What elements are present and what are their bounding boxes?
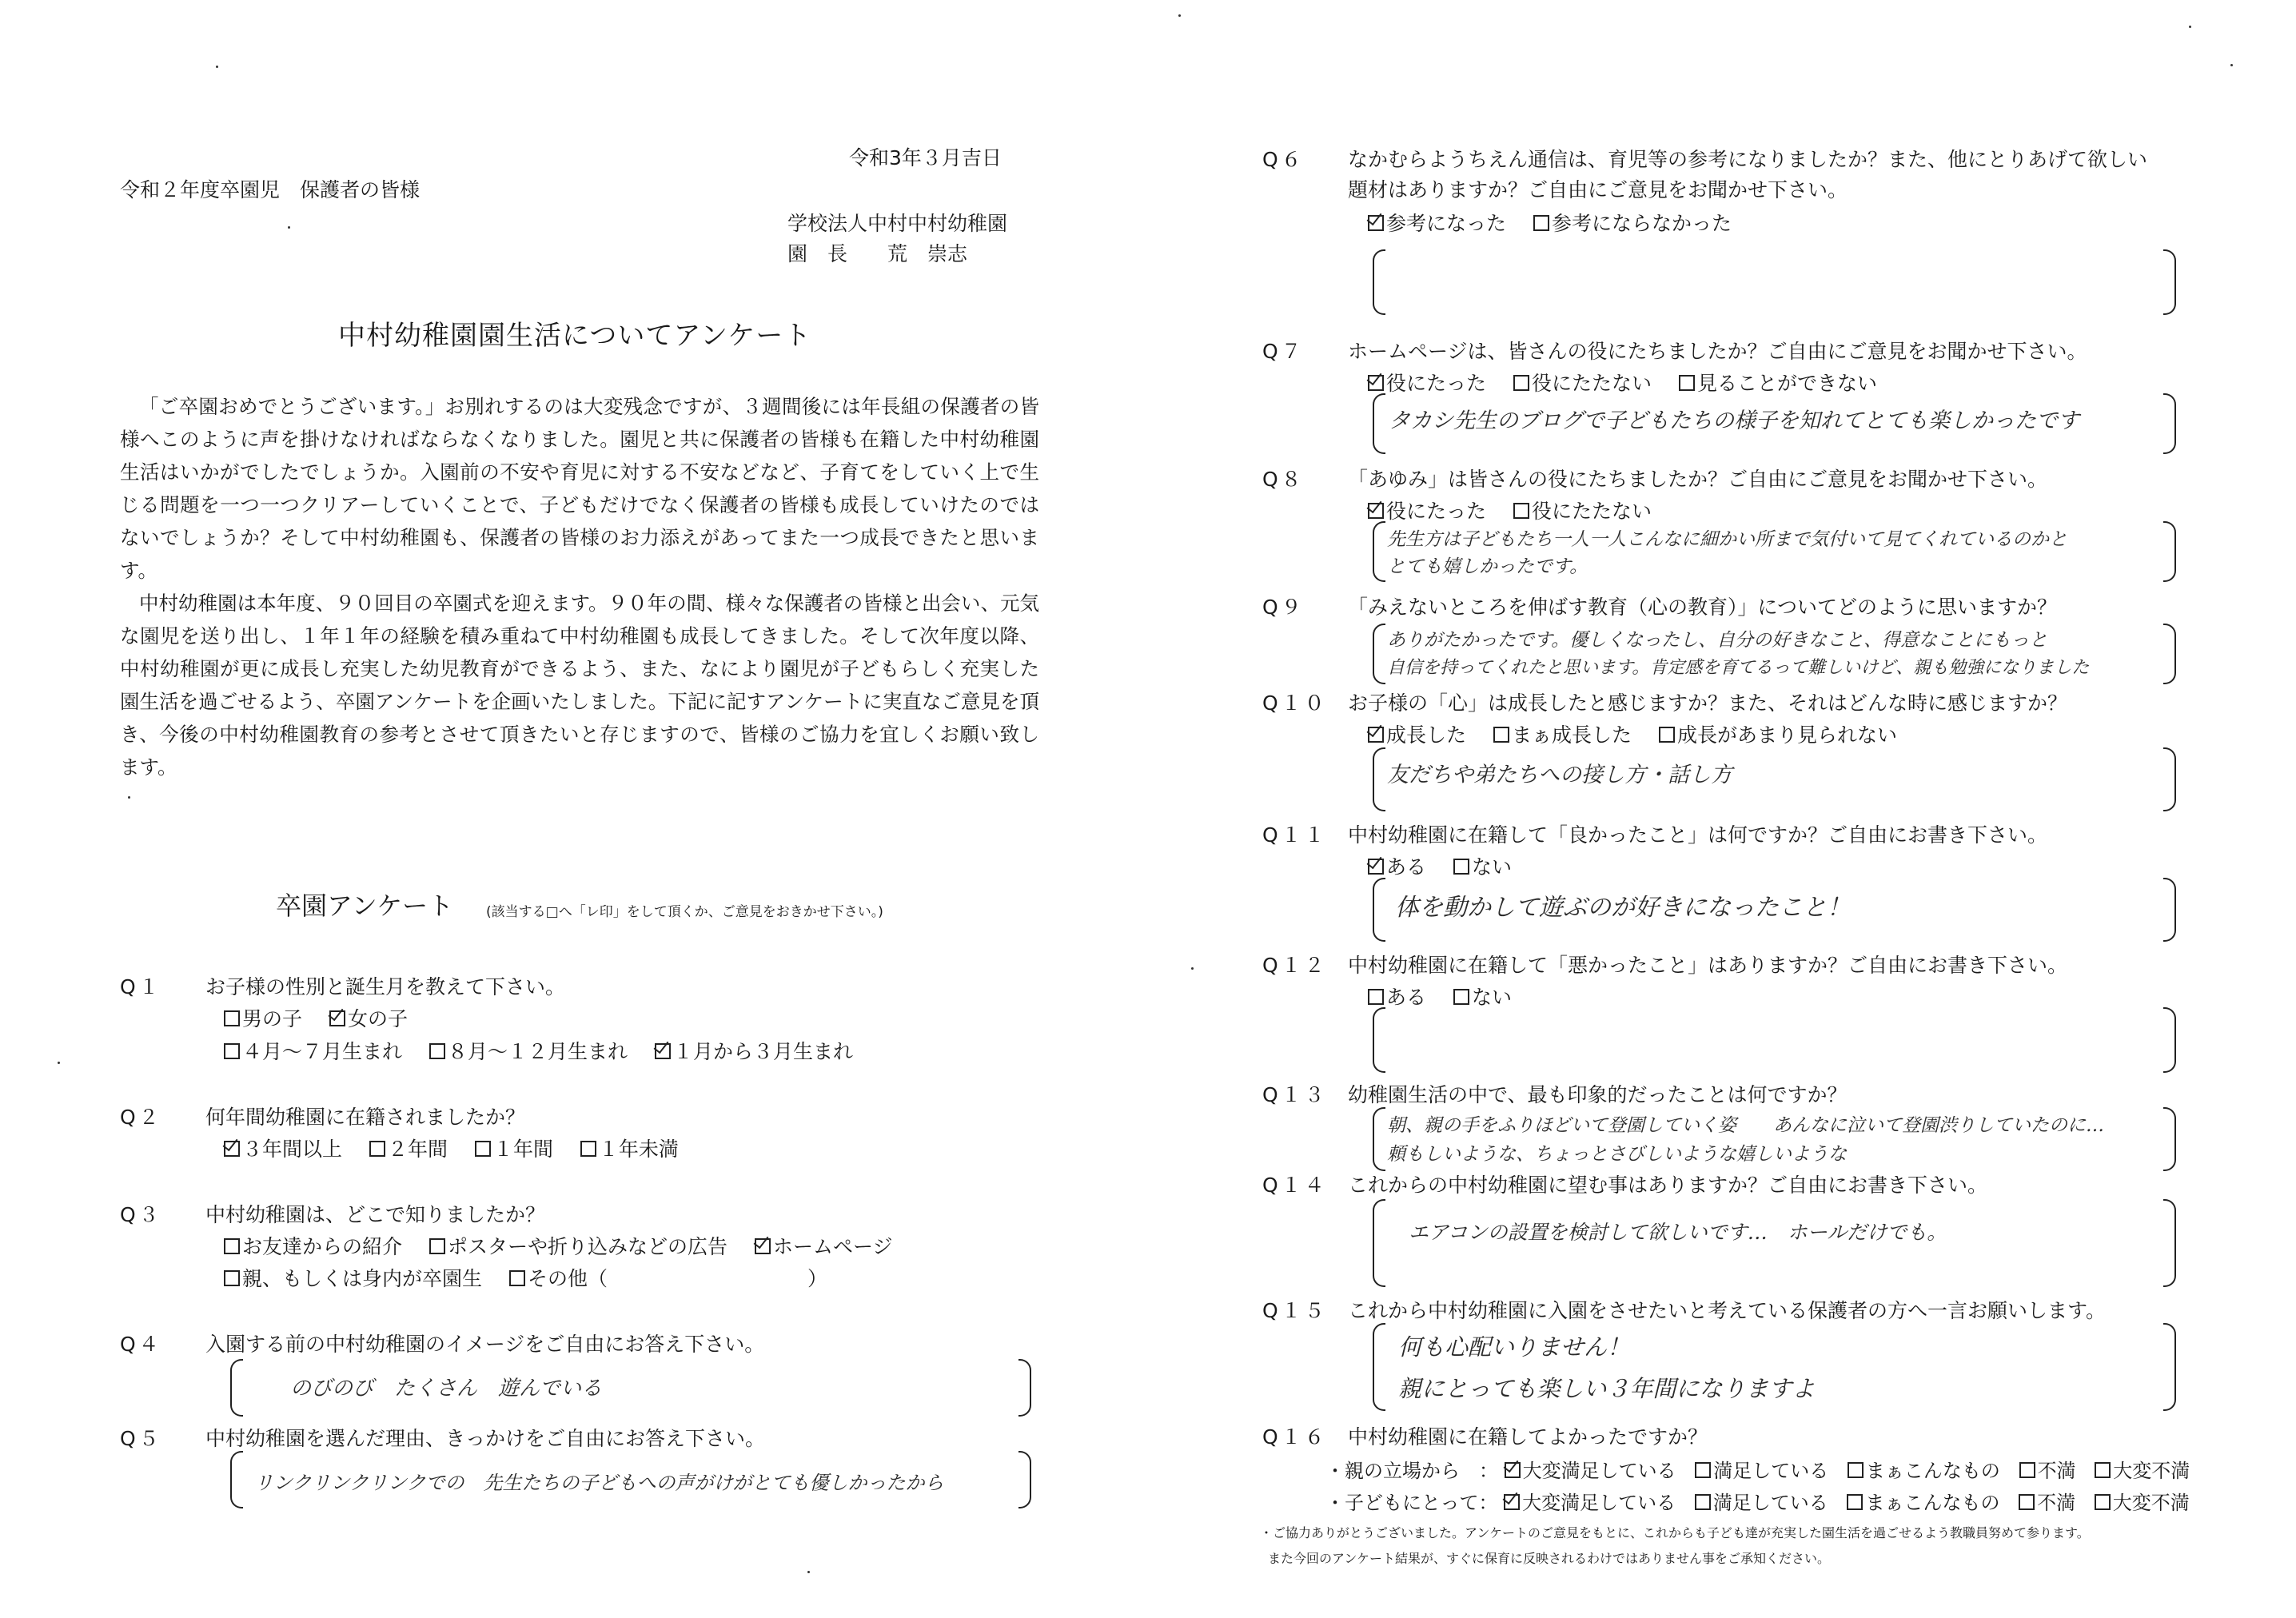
- right-page: [1148, 0, 2296, 1618]
- intro-paragraph-2: 中村幼稚園は本年度、９０回目の卒園式を迎えます。９０年の間、様々な保護者の皆様と出会い、元気な園児を送り出し、１年１年の経験を積み重ねて中村幼稚園も成長してきました。そして次年度以降、中村幼稚園が更に成長し充実した幼児教育ができるよう、また、なにより園児が子どもらしく充実した園生活を過ごせるよう、卒園アンケートを企画いたしました。下記に記すアンケートに実直なご意見を頂き、今後の中村幼稚園教育の参考とさせて頂きたいと存じますので、皆様のご協力を宜しくお願い致します。: [120, 592, 1039, 779]
- q13-number: Q１３: [1262, 1083, 1328, 1106]
- q11-number: Q１１: [1262, 823, 1328, 847]
- q4-handwritten-answer: のびのび たくさん 遊んでいる: [290, 1377, 603, 1401]
- row-label: ・子どもにとって：: [1325, 1492, 1498, 1514]
- checkbox-checked[interactable]: [755, 1238, 771, 1254]
- q14-number: Q１４: [1262, 1174, 1328, 1197]
- checkbox-checked[interactable]: [1368, 215, 1384, 231]
- option-useful[interactable]: [1368, 496, 1486, 524]
- footer-note-2: また今回のアンケート結果が、すぐに保育に反映されるわけではありません事をご承知ください。: [1268, 1551, 1831, 1566]
- checkbox[interactable]: [1493, 727, 1509, 743]
- option-yes[interactable]: [1368, 982, 1426, 1010]
- q14-answer-box[interactable]: [1373, 1199, 2176, 1287]
- option-label: 満足している: [1712, 1492, 1828, 1514]
- option-no[interactable]: [1453, 851, 1512, 880]
- checkbox[interactable]: [429, 1043, 445, 1059]
- option-label: まぁこんなもの: [1865, 1492, 2000, 1514]
- option-not-useful[interactable]: [1513, 368, 1652, 397]
- q3-question: 中村幼稚園は、どこで知りましたか？: [205, 1203, 546, 1226]
- option-yes[interactable]: [1368, 851, 1426, 880]
- option-2years[interactable]: [369, 1134, 448, 1162]
- checkbox[interactable]: [429, 1238, 445, 1254]
- option-label: １月から３月生まれ: [672, 1040, 853, 1063]
- q6-answer-box[interactable]: [1373, 249, 2176, 315]
- option-label: ４月～７月生まれ: [242, 1040, 403, 1063]
- q13-question: 幼稚園生活の中で、最も印象的だったことは何ですか？: [1348, 1083, 1848, 1106]
- checkbox[interactable]: [1533, 215, 1549, 231]
- checkbox[interactable]: [2095, 1462, 2111, 1478]
- option-so-so[interactable]: [1848, 1455, 2000, 1483]
- q7-answer-box[interactable]: [1373, 393, 2176, 454]
- option-label: ある: [1386, 986, 1427, 1009]
- option-very-satisfied[interactable]: [1505, 1455, 1676, 1483]
- q8-question: 「あゆみ」は皆さんの役にたちましたか？ご自由にご意見をお聞かせ下さい。: [1348, 468, 2048, 491]
- q9-handwritten-answer-line2: 自信を持ってくれたと思います。肯定感を育てるって難しいけど、親も勉強になりました: [1387, 658, 2090, 678]
- checkbox-checked[interactable]: [655, 1043, 671, 1059]
- option-label: ８月～１２月生まれ: [447, 1040, 628, 1063]
- option-boy[interactable]: [224, 1003, 302, 1032]
- survey-title: 卒園アンケート: [276, 891, 454, 921]
- q3-number: Q３: [120, 1203, 162, 1226]
- q1-month-options: [224, 1036, 874, 1065]
- q8-options: [1368, 496, 1672, 524]
- option-friend[interactable]: [224, 1231, 402, 1260]
- q12-question: 中村幼稚園に在籍して「悪かったこと」はありますか？ご自由にお書き下さい。: [1348, 954, 2068, 977]
- q12-options: [1368, 982, 1533, 1010]
- q15-handwritten-answer-line1: 何も心配いりません！: [1398, 1333, 1631, 1361]
- checkbox[interactable]: [475, 1141, 491, 1157]
- q3-options-row2: [224, 1263, 848, 1292]
- q7-handwritten-answer: タカシ先生のブログで子どもたちの様子を知れてとても楽しかったです: [1389, 408, 2079, 433]
- option-grown[interactable]: [1368, 719, 1466, 748]
- q16-parent-row: [1325, 1455, 2190, 1483]
- option-label: ある: [1386, 855, 1427, 879]
- q15-answer-box[interactable]: [1373, 1323, 2176, 1411]
- q8-handwritten-answer-line2: とても嬉しかったです。: [1387, 556, 1588, 577]
- option-label: 見ることができない: [1696, 372, 1877, 395]
- q5-number: Q５: [120, 1427, 162, 1450]
- q5-question: 中村幼稚園を選んだ理由、きっかけをご自由にお答え下さい。: [205, 1427, 766, 1450]
- q8-number: Q８: [1262, 468, 1305, 491]
- checkbox-checked[interactable]: [1368, 727, 1384, 743]
- option-satisfied[interactable]: [1695, 1455, 1828, 1483]
- checkbox-checked[interactable]: [1505, 1462, 1521, 1478]
- q4-number: Q４: [120, 1333, 162, 1356]
- q4-question: 入園する前の中村幼稚園のイメージをご自由にお答え下さい。: [205, 1333, 765, 1356]
- option-very-dissatisfied[interactable]: [2095, 1455, 2190, 1483]
- q7-number: Q７: [1262, 340, 1305, 363]
- q15-handwritten-answer-line2: 親にとっても楽しい３年間になりますよ: [1398, 1375, 1816, 1402]
- q1-question: お子様の性別と誕生月を教えて下さい。: [205, 975, 566, 998]
- option-label: ３年間以上: [242, 1138, 343, 1161]
- option-1year[interactable]: [475, 1134, 553, 1162]
- checkbox[interactable]: [2019, 1462, 2035, 1478]
- organization-name: 学校法人中村中村幼稚園: [787, 212, 1008, 235]
- option-label: ない: [1471, 986, 1512, 1009]
- q9-number: Q９: [1262, 596, 1305, 619]
- q10-question: お子様の「心」は成長したと感じますか？また、それはどんな時に感じますか？: [1348, 691, 2068, 715]
- q2-options: [224, 1134, 700, 1162]
- checkbox[interactable]: [1368, 989, 1384, 1005]
- option-label: 成長した: [1386, 723, 1467, 747]
- checkbox[interactable]: [1848, 1462, 1864, 1478]
- recipient-line: 令和２年度卒園児 保護者の皆様: [120, 178, 421, 201]
- q13-answer-box[interactable]: [1373, 1107, 2176, 1171]
- checkbox-checked[interactable]: [1368, 375, 1384, 391]
- q10-answer-box[interactable]: [1373, 747, 2176, 811]
- checkbox[interactable]: [369, 1141, 385, 1157]
- option-label: ポスターや折り込みなどの広告: [447, 1235, 727, 1258]
- checkbox[interactable]: [224, 1043, 240, 1059]
- option-helpful[interactable]: [1368, 208, 1506, 237]
- option-under1year[interactable]: [580, 1134, 679, 1162]
- option-label: 大変不満: [2112, 1492, 2190, 1514]
- q14-question: これからの中村幼稚園に望む事はありますか？ご自由にお書き下さい。: [1348, 1174, 1988, 1197]
- q6-question-line1: なかむらようちえん通信は、育児等の参考になりましたか？また、他にとりあげて欲しい: [1348, 148, 2148, 171]
- checkbox[interactable]: [1513, 503, 1529, 519]
- checkbox[interactable]: [1695, 1462, 1711, 1478]
- q11-options: [1368, 851, 1533, 880]
- checkbox-checked[interactable]: [1504, 1494, 1520, 1510]
- q10-number: Q１０: [1262, 691, 1328, 715]
- q9-handwritten-answer-line1: ありがたかったです。優しくなったし、自分の好きなこと、得意なことにもっと: [1387, 630, 2048, 651]
- intro-paragraph-1: 「ご卒園おめでとうございます。」お別れするのは大変残念ですが、３週間後には年長組の保護者の皆様へこのように声を掛けなければならなくなりました。園児と共に保護者の皆様も在籍した中村幼稚園生活はいかがでしたでしょうか。入園前の不安や育児に対する不安などなど、子育てをしていく上で生じる問題を一つ一つクリアーしていくことで、子どもだけでなく保護者の皆様も成長していけたのではないでしょうか？そして中村幼稚園も、保護者の皆様のお力添えがあってまた一つ成長できたと思います。: [120, 395, 1039, 582]
- option-cannot-view[interactable]: [1679, 368, 1877, 397]
- q10-handwritten-answer: 友だちや弟たちへの接し方・話し方: [1387, 763, 1732, 787]
- checkbox[interactable]: [224, 1010, 240, 1026]
- q1-number: Q１: [120, 975, 162, 998]
- q10-options: [1368, 719, 1918, 748]
- option-satisfied[interactable]: [1695, 1487, 1828, 1515]
- checkbox[interactable]: [2019, 1494, 2035, 1510]
- option-jan-mar[interactable]: [655, 1036, 853, 1065]
- checkbox-checked[interactable]: [224, 1141, 240, 1157]
- option-homepage[interactable]: [755, 1231, 893, 1260]
- q12-answer-box[interactable]: [1373, 1007, 2176, 1073]
- q16-number: Q１６: [1262, 1425, 1328, 1449]
- q5-answer-box[interactable]: [230, 1451, 1031, 1508]
- option-no[interactable]: [1453, 982, 1512, 1010]
- q11-question: 中村幼稚園に在籍して「良かったこと」は何ですか？ご自由にお書き下さい。: [1348, 823, 2048, 847]
- checkbox[interactable]: [1513, 375, 1529, 391]
- q11-handwritten-answer: 体を動かして遊ぶのが好きになったこと！: [1395, 894, 1851, 922]
- q6-question-line2: 題材はありますか？ご自由にご意見をお聞かせ下さい。: [1348, 178, 1848, 201]
- option-label: 役にたった: [1386, 372, 1487, 395]
- q7-question: ホームページは、皆さんの役にたちましたか？ご自由にご意見をお聞かせ下さい。: [1348, 340, 2087, 363]
- checkbox[interactable]: [224, 1270, 240, 1286]
- checkbox[interactable]: [1659, 727, 1675, 743]
- option-poster[interactable]: [429, 1231, 727, 1260]
- q11-answer-box[interactable]: [1373, 878, 2176, 942]
- option-label: ホームページ: [772, 1235, 893, 1258]
- option-label: 役にたたない: [1531, 500, 1652, 523]
- option-label: その他（ ）: [527, 1267, 827, 1290]
- option-girl[interactable]: [329, 1003, 408, 1032]
- option-dissatisfied[interactable]: [2019, 1487, 2075, 1515]
- survey-instruction: (該当する□へ「レ印」をして頂くか、ご意見をおきかせ下さい。): [486, 904, 883, 920]
- option-label: 大変満足している: [1522, 1492, 1676, 1514]
- checkbox[interactable]: [509, 1270, 525, 1286]
- option-apr-jul[interactable]: [224, 1036, 402, 1065]
- q8-answer-box[interactable]: [1373, 521, 2176, 582]
- checkbox[interactable]: [1453, 989, 1469, 1005]
- option-label: 参考にならなかった: [1551, 212, 1732, 235]
- checkbox[interactable]: [1695, 1494, 1711, 1510]
- q15-number: Q１５: [1262, 1299, 1328, 1322]
- option-aug-dec[interactable]: [429, 1036, 628, 1065]
- q1-gender-options: [224, 1003, 429, 1032]
- option-label: ない: [1471, 855, 1512, 879]
- option-useful[interactable]: [1368, 368, 1486, 397]
- q16-question: 中村幼稚園に在籍してよかったですか？: [1348, 1425, 1708, 1449]
- option-label: １年未満: [598, 1138, 679, 1161]
- option-label: 役にたたない: [1531, 372, 1652, 395]
- q12-number: Q１２: [1262, 954, 1328, 977]
- option-label: まぁ成長した: [1511, 723, 1632, 747]
- option-label: まぁこんなもの: [1865, 1460, 2000, 1482]
- checkbox-checked[interactable]: [1368, 503, 1384, 519]
- option-label: お友達からの紹介: [242, 1235, 403, 1258]
- option-label: 不満: [2037, 1492, 2076, 1514]
- row-label: ・親の立場から ：: [1325, 1460, 1498, 1482]
- checkbox[interactable]: [580, 1141, 596, 1157]
- option-so-so[interactable]: [1847, 1487, 1999, 1515]
- option-other[interactable]: [509, 1263, 827, 1292]
- option-label: １年間: [492, 1138, 553, 1161]
- option-somewhat-grown[interactable]: [1493, 719, 1632, 748]
- checkbox-checked[interactable]: [1368, 859, 1384, 875]
- intro-text: [120, 390, 1039, 783]
- option-label: 役にたった: [1386, 500, 1487, 523]
- option-3years[interactable]: [224, 1134, 342, 1162]
- q2-question: 何年間幼稚園に在籍されましたか？: [205, 1106, 526, 1129]
- q7-options: [1368, 368, 1898, 397]
- q15-question: これから中村幼稚園に入園をさせたいと考えている保護者の方へ一言お願いします。: [1348, 1299, 2107, 1322]
- option-very-dissatisfied[interactable]: [2095, 1487, 2190, 1515]
- q14-handwritten-answer: エアコンの設置を検討して欲しいです… ホールだけでも。: [1409, 1221, 1947, 1244]
- option-label: 成長があまり見られない: [1676, 723, 1897, 747]
- checkbox[interactable]: [1679, 375, 1695, 391]
- q13-handwritten-answer-line1: 朝、親の手をふりほどいて登園していく姿 あんなに泣いて登園渋りしていたのに…: [1387, 1115, 2104, 1136]
- option-label: 満足している: [1713, 1460, 1829, 1482]
- q9-answer-box[interactable]: [1373, 624, 2176, 684]
- q6-number: Q６: [1262, 148, 1305, 171]
- q13-handwritten-answer-line2: 頼もしいような、ちょっとさびしいような嬉しいような: [1387, 1144, 1847, 1165]
- option-family[interactable]: [224, 1263, 482, 1292]
- option-label: 親、もしくは身内が卒園生: [242, 1267, 483, 1290]
- checkbox[interactable]: [2095, 1494, 2111, 1510]
- q8-handwritten-answer-line1: 先生方は子どもたち一人一人こんなに細かい所まで気付いて見てくれているのかと: [1387, 529, 2067, 550]
- q4-answer-box[interactable]: [230, 1359, 1031, 1417]
- checkbox-checked[interactable]: [329, 1010, 345, 1026]
- q5-handwritten-answer: リンクリンクリンクでの 先生たちの子どもへの声がけがとても優しかったから: [254, 1472, 944, 1494]
- option-label: 大変満足している: [1522, 1460, 1676, 1482]
- document-date: 令和3年３月吉日: [849, 146, 1002, 169]
- option-not-helpful[interactable]: [1533, 208, 1732, 237]
- option-little-growth[interactable]: [1659, 719, 1897, 748]
- option-not-useful[interactable]: [1513, 496, 1652, 524]
- q16-child-row: [1325, 1487, 2190, 1515]
- option-dissatisfied[interactable]: [2019, 1455, 2076, 1483]
- option-very-satisfied[interactable]: [1504, 1487, 1676, 1515]
- option-label: ２年間: [387, 1138, 448, 1161]
- option-label: 参考になった: [1386, 212, 1507, 235]
- q2-number: Q２: [120, 1106, 162, 1129]
- footer-note-1: ・ご協力ありがとうございました。アンケートのご意見をもとに、これからも子ども達が充実した園生活を過ごせるよう教職員努めて参ります。: [1260, 1525, 2090, 1540]
- q9-question: 「みえないところを伸ばす教育（心の教育）」についてどのように思いますか？: [1348, 596, 2058, 619]
- option-label: 大変不満: [2113, 1460, 2190, 1482]
- principal-name: 園 長 荒 崇志: [787, 242, 968, 265]
- checkbox[interactable]: [224, 1238, 240, 1254]
- checkbox[interactable]: [1847, 1494, 1863, 1510]
- option-label: 男の子: [242, 1007, 303, 1030]
- q3-options-row1: [224, 1231, 913, 1260]
- document-title: 中村幼稚園園生活についてアンケート: [338, 320, 812, 352]
- q6-options: [1368, 208, 1752, 237]
- option-label: 女の子: [347, 1007, 408, 1030]
- checkbox[interactable]: [1453, 859, 1469, 875]
- option-label: 不満: [2037, 1460, 2076, 1482]
